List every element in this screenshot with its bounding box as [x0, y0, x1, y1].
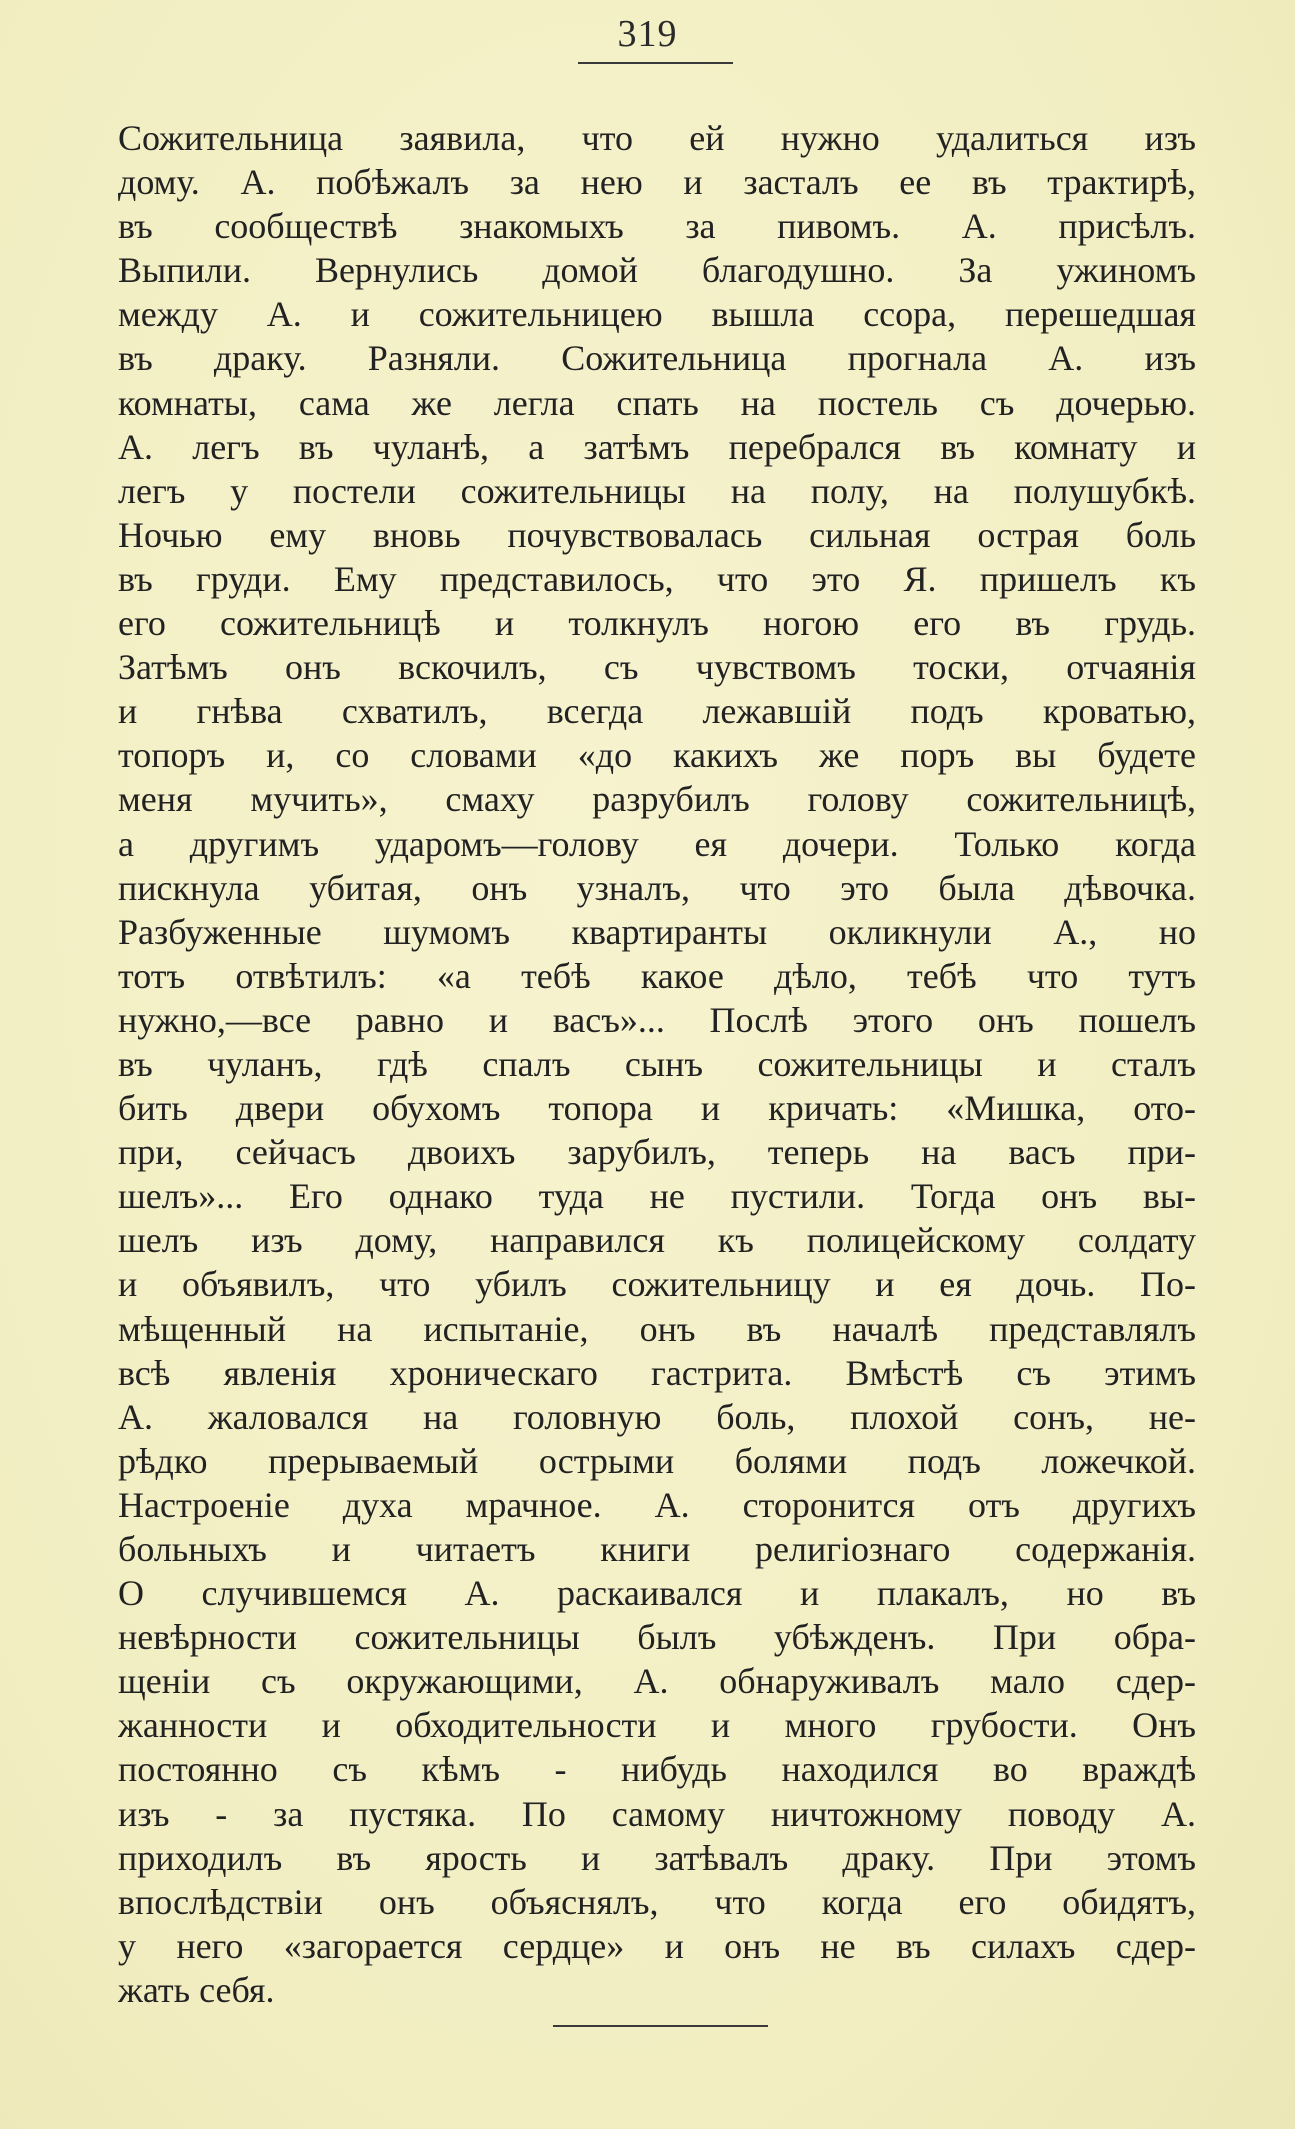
text-line: въ сообществѣ знакомыхъ за пивомъ. А. присѣлъ. [118, 206, 1196, 247]
text-line: невѣрности сожительницы былъ убѣжденъ. При обра- [118, 1617, 1196, 1658]
text-line: и объявилъ, что убилъ сожительницу и ея дочь. По- [118, 1264, 1196, 1305]
text-line: дому. А. побѣжалъ за нею и засталъ ее въ трактирѣ, [118, 162, 1196, 203]
text-line: при, сейчасъ двоихъ зарубилъ, теперь на васъ при- [118, 1132, 1196, 1173]
page-number: 319 [617, 13, 678, 55]
text-line: меня мучить», смаху разрубилъ голову сожительницѣ, [118, 779, 1196, 820]
text-line: постоянно съ кѣмъ - нибудь находился во враждѣ [118, 1749, 1196, 1790]
header-rule [578, 62, 733, 64]
text-line: Сожительница заявила, что ей нужно удалиться изъ [118, 118, 1196, 158]
text-line: Затѣмъ онъ вскочилъ, съ чувствомъ тоски, отчаянія [118, 647, 1196, 688]
text-line: А. легъ въ чуланѣ, а затѣмъ перебрался въ комнату и [118, 426, 1196, 467]
text-line: больныхъ и читаетъ книги религіознаго содержанія. [118, 1529, 1196, 1569]
text-line: въ чуланъ, гдѣ спалъ сынъ сожительницы и сталъ [118, 1043, 1196, 1084]
text-line: въ драку. Разняли. Сожительница прогнала А. изъ [118, 338, 1196, 379]
text-line: изъ - за пустяка. По самому ничтожному поводу А. [118, 1793, 1196, 1834]
text-line: нужно,—все равно и васъ»... Послѣ этого онъ пошелъ [118, 999, 1196, 1040]
text-line: приходилъ въ ярость и затѣвалъ драку. При этомъ [118, 1837, 1196, 1878]
text-line: Ночью ему вновь почувствовалась сильная острая боль [118, 514, 1196, 555]
text-line: Выпили. Вернулись домой благодушно. За ужиномъ [118, 250, 1196, 291]
text-line: жанности и обходительности и много грубости. Онъ [118, 1705, 1196, 1746]
text-line: а другимъ ударомъ—голову ея дочери. Только когда [118, 823, 1196, 864]
text-line: А. жаловался на головную боль, плохой сонъ, не- [118, 1396, 1196, 1437]
text-line: его сожительницѣ и толкнулъ ногою его въ грудь. [118, 603, 1196, 644]
text-line: въ груди. Ему представилось, что это Я. пришелъ къ [118, 558, 1196, 599]
text-line: у него «загорается сердце» и онъ не въ силахъ сдер- [118, 1925, 1196, 1966]
text-line: между А. и сожительницею вышла ссора, перешедшая [118, 294, 1196, 335]
text-line: рѣдко прерываемый острыми болями подъ ложечкой. [118, 1440, 1196, 1481]
text-line: мѣщенный на испытаніе, онъ въ началѣ представлялъ [118, 1308, 1196, 1349]
text-line-last: жать себя. [118, 1969, 275, 2010]
body-text [118, 116, 1196, 2012]
footer-rule [553, 2025, 768, 2027]
text-line: тотъ отвѣтилъ: «а тебѣ какое дѣло, тебѣ что тутъ [118, 955, 1196, 996]
text-line: О случившемся А. раскаивался и плакалъ, но въ [118, 1573, 1196, 1614]
text-line: шелъ»... Его однако туда не пустили. Тогда онъ вы- [118, 1176, 1196, 1217]
text-line: шелъ изъ дому, направился къ полицейскому солдату [118, 1220, 1196, 1261]
text-line: легъ у постели сожительницы на полу, на полушубкѣ. [118, 470, 1196, 511]
text-line: всѣ явленія хроническаго гастрита. Вмѣстѣ съ этимъ [118, 1352, 1196, 1393]
text-line: Разбуженные шумомъ квартиранты окликнули А., но [118, 911, 1196, 952]
text-line: комнаты, сама же легла спать на постель съ дочерью. [118, 382, 1196, 423]
text-line: и гнѣва схватилъ, всегда лежавшій подъ кроватью, [118, 691, 1196, 732]
text-line: бить двери обухомъ топора и кричать: «Мишка, ото- [118, 1088, 1196, 1129]
text-line: впослѣдствіи онъ объяснялъ, что когда его обидятъ, [118, 1881, 1196, 1922]
text-line: топоръ и, со словами «до какихъ же поръ вы будете [118, 735, 1196, 776]
text-line: Настроеніе духа мрачное. А. сторонится отъ другихъ [118, 1484, 1196, 1525]
text-line: щеніи съ окружающими, А. обнаруживалъ мало сдер- [118, 1661, 1196, 1702]
text-line: пискнула убитая, онъ узналъ, что это была дѣвочка. [118, 867, 1196, 908]
